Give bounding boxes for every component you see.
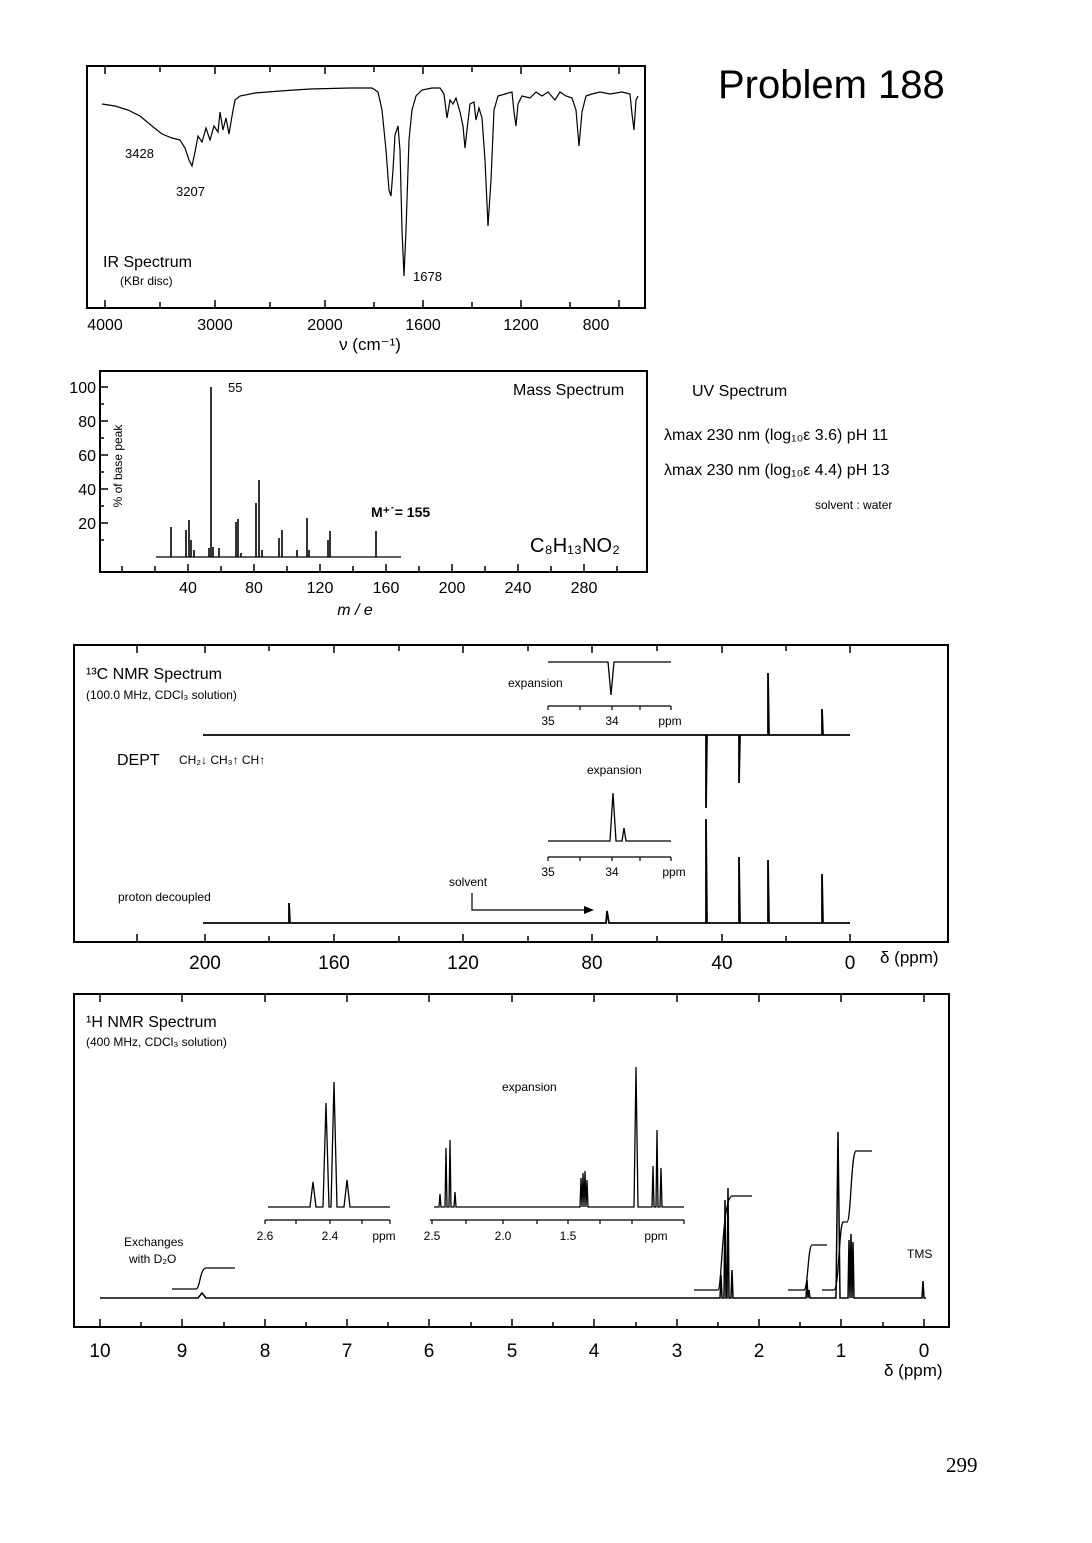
ms-ylabel: % of base peak bbox=[111, 424, 125, 508]
h1-axis-labels bbox=[89, 1341, 942, 1380]
uv-spectrum-panel bbox=[664, 383, 892, 512]
c13-tick-160: 160 bbox=[318, 953, 350, 974]
h1-tick-3: 3 bbox=[671, 1341, 683, 1362]
uv-title: UV Spectrum bbox=[692, 383, 788, 400]
h1-exp2-tick-1.5: 1.5 bbox=[559, 1229, 577, 1243]
ir-sample: (KBr disc) bbox=[120, 274, 173, 288]
ms-ytick-60: 60 bbox=[78, 448, 96, 465]
c13-tick-80: 80 bbox=[581, 953, 603, 974]
h1-exchange-label-2: with D₂O bbox=[129, 1252, 177, 1266]
h1-expansion-label: expansion bbox=[502, 1080, 557, 1094]
arrow-head-icon bbox=[584, 906, 594, 914]
c13-axis-labels bbox=[189, 948, 938, 974]
uv-solvent: solvent : water bbox=[815, 498, 893, 512]
c13-tick-200: 200 bbox=[189, 953, 221, 974]
ms-ytick-20: 20 bbox=[78, 516, 96, 533]
h1-integral-1.0 bbox=[822, 1151, 872, 1290]
ir-peak-3428: 3428 bbox=[125, 146, 154, 161]
ir-spectrum-panel bbox=[87, 66, 645, 354]
c13-dept-key: CH₂↓ CH₃↑ CH↑ bbox=[179, 753, 266, 767]
page-number: 299 bbox=[946, 1453, 978, 1477]
h1-integral-nh bbox=[172, 1268, 235, 1289]
ms-formula: C₈H₁₃NO₂ bbox=[530, 535, 620, 557]
problem-title: Problem 188 bbox=[718, 63, 945, 107]
c13-tick-0: 0 bbox=[844, 953, 856, 974]
h1-tick-0: 0 bbox=[918, 1341, 930, 1362]
h1-exchange-label-1: Exchanges bbox=[124, 1235, 184, 1249]
h1-tick-7: 7 bbox=[341, 1341, 353, 1362]
c13-decoupled-label: proton decoupled bbox=[118, 890, 211, 904]
uv-line-ph11: λmax 230 nm (log₁₀ε 3.6) pH 11 bbox=[664, 427, 889, 444]
c13-title: ¹³C NMR Spectrum bbox=[86, 666, 223, 683]
h1-axis-title: δ (ppm) bbox=[884, 1361, 943, 1380]
ms-xtick-240: 240 bbox=[504, 580, 532, 597]
h1-integral-2.4 bbox=[694, 1196, 752, 1290]
h1-tick-5: 5 bbox=[506, 1341, 518, 1362]
ir-tick-1600: 1600 bbox=[405, 317, 441, 334]
ir-frame bbox=[87, 66, 645, 308]
ms-xtick-40: 40 bbox=[179, 580, 197, 597]
ms-base-peak-label: 55 bbox=[228, 380, 243, 395]
h1-exp2-tick-2.5: 2.5 bbox=[423, 1229, 441, 1243]
c13-conditions: (100.0 MHz, CDCl₃ solution) bbox=[86, 688, 237, 702]
h1-tick-9: 9 bbox=[176, 1341, 188, 1362]
c13-dept-expansion bbox=[508, 662, 682, 728]
ir-bottom-ticks bbox=[105, 300, 619, 308]
h1-exp2-tick-ppm: ppm bbox=[644, 1229, 668, 1243]
ir-axis-labels bbox=[87, 317, 609, 354]
h1-tick-4: 4 bbox=[588, 1341, 600, 1362]
ms-peaks bbox=[171, 387, 376, 557]
ms-xtick-80: 80 bbox=[245, 580, 263, 597]
h1-trace bbox=[100, 1132, 926, 1298]
ms-y-ticks bbox=[100, 387, 108, 540]
ir-axis-title: ν (cm⁻¹) bbox=[339, 335, 401, 354]
ir-tick-1200: 1200 bbox=[503, 317, 539, 334]
c13-tick-40: 40 bbox=[711, 953, 733, 974]
h1-expansion-1 bbox=[257, 1082, 396, 1243]
ms-title: Mass Spectrum bbox=[513, 382, 625, 399]
c13-exp-tick-ppm: ppm bbox=[658, 714, 682, 728]
h1-tick-8: 8 bbox=[259, 1341, 271, 1362]
h1-tick-6: 6 bbox=[423, 1341, 435, 1362]
ir-top-ticks bbox=[105, 66, 619, 74]
ir-tick-3000: 3000 bbox=[197, 317, 233, 334]
c13-expansion-label-2: expansion bbox=[587, 763, 642, 777]
ir-tick-800: 800 bbox=[582, 317, 610, 334]
c13-axis-title: δ (ppm) bbox=[880, 948, 939, 967]
ms-xlabel: m / e bbox=[337, 602, 373, 619]
ms-ytick-100: 100 bbox=[69, 380, 96, 397]
ms-x-tick-labels bbox=[179, 580, 597, 597]
c13-nmr-panel bbox=[74, 645, 948, 974]
c13-exp2-tick-34: 34 bbox=[605, 865, 619, 879]
c13-expansion-label: expansion bbox=[508, 676, 563, 690]
h1-tick-2: 2 bbox=[753, 1341, 765, 1362]
h1-exp1-trace bbox=[268, 1082, 390, 1207]
c13-top-ticks bbox=[137, 645, 850, 653]
ms-x-ticks bbox=[122, 564, 617, 572]
c13-decoupled-trace bbox=[203, 819, 850, 923]
uv-line-ph13: λmax 230 nm (log₁₀ε 4.4) pH 13 bbox=[664, 462, 890, 479]
h1-title: ¹H NMR Spectrum bbox=[86, 1014, 217, 1031]
ir-peak-3207: 3207 bbox=[176, 184, 205, 199]
c13-tick-120: 120 bbox=[447, 953, 479, 974]
c13-solvent-arrow bbox=[472, 893, 586, 910]
ir-title: IR Spectrum bbox=[103, 254, 192, 271]
h1-bottom-ticks bbox=[100, 1319, 924, 1327]
c13-exp-tick-35: 35 bbox=[541, 714, 555, 728]
h1-tms-label: TMS bbox=[907, 1247, 933, 1261]
ir-trace bbox=[102, 88, 638, 276]
ms-ytick-40: 40 bbox=[78, 482, 96, 499]
h1-exp1-tick-2.6: 2.6 bbox=[256, 1229, 274, 1243]
h1-exp1-tick-ppm: ppm bbox=[372, 1229, 396, 1243]
h1-nmr-panel bbox=[74, 994, 949, 1380]
h1-tick-1: 1 bbox=[835, 1341, 847, 1362]
c13-bottom-ticks bbox=[137, 934, 850, 942]
ms-xtick-120: 120 bbox=[306, 580, 334, 597]
ms-xtick-160: 160 bbox=[372, 580, 400, 597]
h1-tick-10: 10 bbox=[89, 1341, 111, 1362]
ms-ytick-80: 80 bbox=[78, 414, 96, 431]
c13-dept-label: DEPT bbox=[117, 752, 160, 769]
ms-xtick-280: 280 bbox=[570, 580, 598, 597]
c13-decoupled-expansion bbox=[541, 763, 685, 879]
h1-exp2-trace bbox=[434, 1067, 684, 1207]
c13-expansion-trace-2 bbox=[548, 793, 671, 841]
mass-spectrum-panel bbox=[69, 371, 647, 619]
h1-conditions: (400 MHz, CDCl₃ solution) bbox=[86, 1035, 227, 1049]
ir-tick-4000: 4000 bbox=[87, 317, 123, 334]
h1-exp1-tick-2.4: 2.4 bbox=[321, 1229, 339, 1243]
h1-exp2-tick-2.0: 2.0 bbox=[494, 1229, 512, 1243]
ir-tick-2000: 2000 bbox=[307, 317, 343, 334]
c13-solvent-label: solvent bbox=[449, 875, 488, 889]
c13-exp-tick-34: 34 bbox=[605, 714, 619, 728]
ir-peak-1678: 1678 bbox=[413, 269, 442, 284]
c13-dept-trace bbox=[203, 673, 850, 808]
c13-exp2-tick-35: 35 bbox=[541, 865, 555, 879]
ms-y-tick-labels bbox=[69, 380, 96, 533]
c13-exp2-tick-ppm: ppm bbox=[662, 865, 686, 879]
h1-top-ticks bbox=[100, 994, 924, 1002]
c13-expansion-trace bbox=[548, 662, 671, 695]
ms-molecular-ion: M⁺˙= 155 bbox=[371, 504, 431, 520]
ms-xtick-200: 200 bbox=[438, 580, 466, 597]
